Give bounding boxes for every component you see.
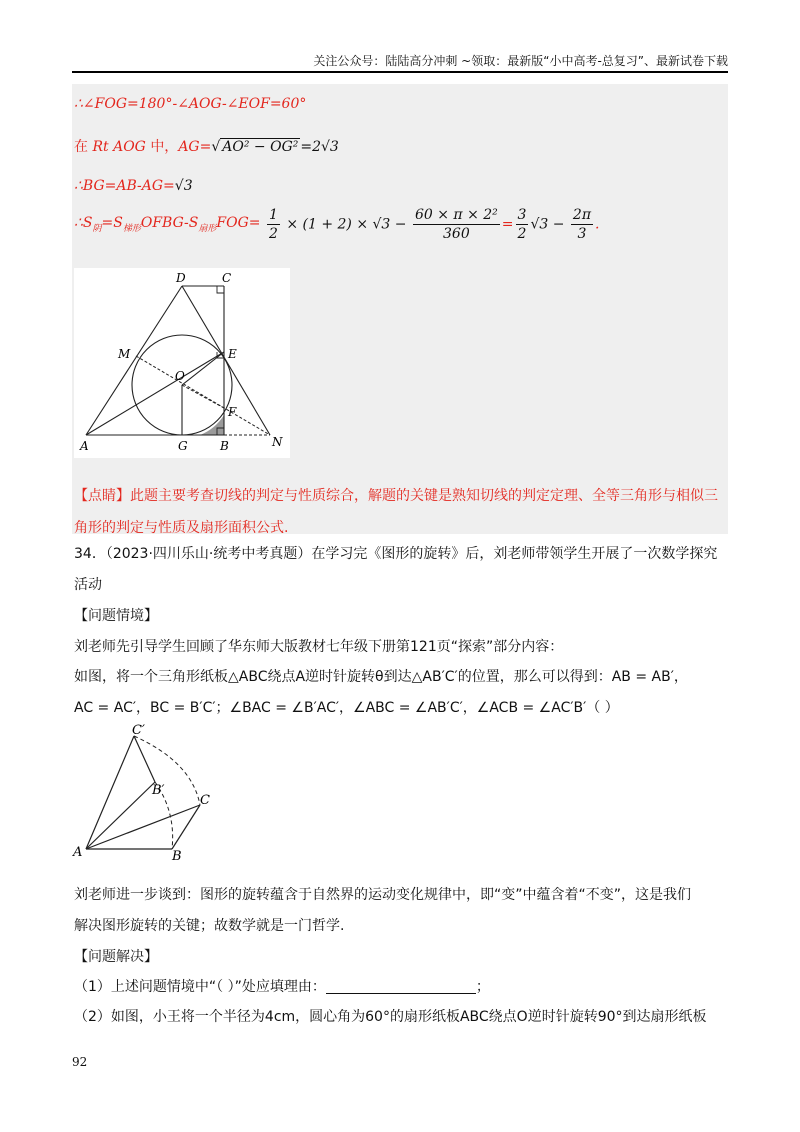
q34-line-2: 活动 <box>74 577 102 593</box>
line4-end: . <box>595 216 600 233</box>
line2-sqrt: AO² − OG² <box>222 139 299 155</box>
header-rule <box>72 71 728 73</box>
q34-line-9: （2）如图，小王将一个半径为4cm，圆心角为60°的扇形纸板ABC绕点O逆时针旋转90°到达扇形纸板 <box>74 1009 707 1025</box>
line4-sub2: 梯形 <box>122 223 141 234</box>
frac-1 <box>267 206 280 243</box>
line3-text: ∴BG=AB-AG= <box>74 178 175 194</box>
solution-line-3 <box>74 178 193 194</box>
q34-line-3: 刘老师先引导学生回顾了华东师大版教材七年级下册第121页“探索”部分内容： <box>74 639 564 655</box>
label-G: G <box>178 439 188 453</box>
solution-line-1: ∴∠FOG=180°-∠AOG-∠EOF=60° <box>74 96 307 112</box>
figure-1-svg <box>74 268 290 458</box>
label-F: F <box>228 405 237 419</box>
label-B2: B <box>172 849 182 862</box>
line2-ag: AG= <box>178 139 212 155</box>
segment-AB-prime <box>86 782 155 849</box>
line4-tail: FOG= <box>216 215 261 232</box>
segment-AD <box>86 286 182 435</box>
arc-C-to-C-prime <box>134 736 200 805</box>
q34-section-solve: 【问题解决】 <box>74 949 158 965</box>
line3-val: √3 <box>174 178 193 194</box>
frac-3-num: 3 <box>517 207 527 223</box>
segment-BC <box>172 805 200 849</box>
line4-sub3: 扇形 <box>198 223 217 234</box>
segment-AC-prime <box>86 736 134 849</box>
label-D: D <box>176 271 186 285</box>
label-E: E <box>228 347 237 361</box>
segment-B-prime-C-prime <box>134 736 155 782</box>
label-C2: C <box>200 793 210 808</box>
note-tag: 【点睛】 <box>74 488 130 504</box>
q34-line-8-pre: （1）上述问题情境中“（ ）”处应填理由： <box>74 979 326 995</box>
note-text: 此题主要考查切线的判定与性质综合，解题的关键是熟知切线的判定定理、全等三角形与相似三角形的判定与性质及扇形面积公式. <box>74 488 718 536</box>
label-C-prime: C′ <box>132 723 145 738</box>
label-N: N <box>272 435 283 449</box>
line4-eq2: = <box>501 216 514 233</box>
answer-blank[interactable] <box>326 979 476 994</box>
figure-2-svg <box>72 722 222 862</box>
frac-2 <box>413 206 500 243</box>
label-A2: A <box>73 845 83 860</box>
solution-line-4 <box>74 206 599 252</box>
right-angle-C <box>217 286 224 293</box>
label-O: O <box>175 369 185 383</box>
frac-1-den: 2 <box>268 226 278 242</box>
segment-OE <box>182 352 224 385</box>
q34-line-8 <box>74 976 726 996</box>
frac-2-den: 360 <box>443 226 470 242</box>
frac-1-num: 1 <box>268 207 278 223</box>
q34-section-scenario: 【问题情境】 <box>74 608 158 624</box>
line4-sub1: 阴 <box>92 223 102 234</box>
frac-4-den: 3 <box>577 226 587 242</box>
frac-3 <box>516 206 529 243</box>
geometry-figure-1 <box>74 268 290 458</box>
line4-expr2: √3 − <box>530 216 565 233</box>
segment-AC <box>86 805 200 849</box>
q34-line-7: 解决图形旋转的关键；故数学就是一门哲学. <box>74 918 345 934</box>
segment-DN <box>182 286 270 435</box>
frac-3-den: 2 <box>517 226 527 242</box>
frac-4-num: 2π <box>572 207 592 223</box>
page-header: 关注公众号：陆陆高分冲刺 ~领取：最新版“小中高考-总复习”、最新试卷下载 <box>313 54 728 68</box>
line4-expr1: × (1 + 2) × √3 − <box>286 216 407 233</box>
line2-tri: AOG <box>113 139 146 155</box>
key-point-note <box>74 480 726 544</box>
line2-result: =2√3 <box>300 139 339 155</box>
line4-prefix: ∴S <box>74 215 93 232</box>
label-M: M <box>118 347 131 361</box>
q34-line-4: 如图，将一个三角形纸板△ABC绕点A逆时针旋转θ到达△AB′C′的位置，那么可以得到：AB = AB′， <box>74 669 688 685</box>
label-B: B <box>220 439 229 453</box>
line2-prefix: 在 <box>74 139 88 155</box>
label-C: C <box>222 271 232 285</box>
rotation-figure <box>72 722 222 862</box>
q34-line-8-post: ； <box>475 979 490 995</box>
label-B-prime: B′ <box>152 783 165 798</box>
solution-line-2: 在 Rt AOG 中，AG=√ AO² − OG² =2√3 <box>74 139 339 155</box>
label-A: A <box>80 439 89 453</box>
q34-line-1: 34．（2023·四川乐山·统考中考真题）在学习完《图形的旋转》后，刘老师带领学生开展了一次数学探究 <box>74 546 718 562</box>
line2-rt: Rt <box>92 139 109 155</box>
page-number: 92 <box>72 1055 88 1069</box>
frac-4 <box>571 206 593 243</box>
frac-2-num: 60 × π × 2² <box>414 207 498 223</box>
q34-line-5: AC = AC′，BC = B′C′；∠BAC = ∠B′AC′，∠ABC = ∠AB′C′，∠ACB = ∠AC′B′（ ） <box>74 700 619 716</box>
q34-line-6: 刘老师进一步谈到：图形的旋转蕴含于自然界的运动变化规律中，即“变”中蕴含着“不变”，这是我们 <box>74 887 692 903</box>
line4-mid: OFBG-S <box>140 215 199 232</box>
line4-eq: =S <box>101 215 123 232</box>
line2-mid: 中， <box>150 139 179 155</box>
